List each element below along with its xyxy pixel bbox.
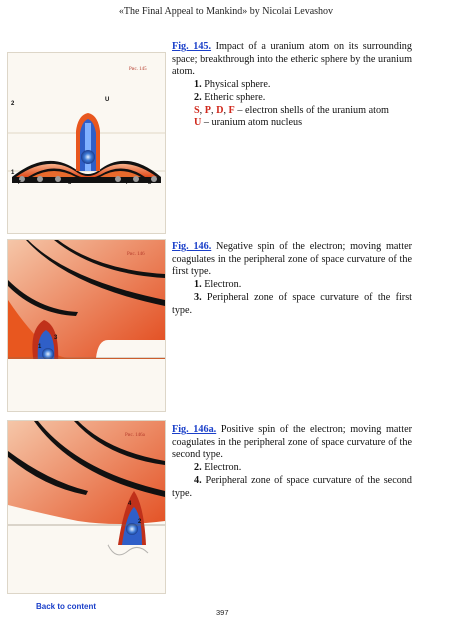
figure-146a-label: Рис. 146а [125,433,145,438]
figure-145-caption: Impact of a uranium atom on its surrounding space; breakthrough into the etheric sphere by the uranium atom. [172,41,412,78]
negative-spin-illustration [8,240,165,411]
figure-146-item: 3. Peripheral zone of space curvature of the first type. [172,291,412,316]
figure-146-link[interactable]: Fig. 146. [172,241,212,252]
figure-145-label: Рис. 145 [129,67,147,72]
figure-146a-caption: Positive spin of the electron; moving matter coagulates in the peripheral zone of space curvature of the second type. [172,424,412,461]
zone-4-mark: 4 [128,501,132,507]
shell-p-mark: P [126,180,130,186]
page-header: «The Final Appeal to Mankind» by Nicolai Levashov [118,6,334,17]
figure-146a-item: 4. Peripheral zone of space curvature of the second type. [172,474,412,499]
back-to-content-link[interactable]: Back to content [36,602,97,611]
figure-145-description [172,41,412,130]
nucleus-u-mark: U [105,97,110,103]
figure-146-item: 1. Electron. [194,279,242,291]
figure-146-label: Рис. 146 [127,252,145,257]
figure-145-item: 2. Etheric sphere. [194,91,266,103]
nucleus-legend: U – uranium atom nucleus [194,117,303,129]
figure-145-image [7,52,166,234]
figure-146-caption: Negative spin of the electron; moving matter coagulates in the peripheral zone of space curvature of the first type. [172,241,412,278]
positive-spin-illustration [8,421,165,593]
figure-146-image [7,239,166,412]
page-number: 397 [216,608,229,617]
figure-145-link[interactable]: Fig. 145. [172,41,212,52]
shell-d-mark: D [148,180,152,186]
figure-146a-image [7,420,166,594]
figure-146a-description [172,424,412,500]
sphere-2-mark: 2 [11,101,15,107]
sphere-1-mark: 1 [11,170,15,176]
figure-146a-link[interactable]: Fig. 146a. [172,424,217,435]
figure-146a-item: 2. Electron. [194,462,242,474]
electron-2-mark: 2 [138,519,142,525]
figure-145-item: 1. Physical sphere. [194,79,271,91]
electron-shells-legend: S, P, D, F – electron shells of the uranium atom [194,104,389,116]
figure-146-description [172,241,412,317]
shell-s-mark: S [68,180,72,186]
shell-f-mark: F [18,180,22,186]
electron-1-mark: 1 [38,344,42,350]
zone-3-mark: 3 [54,335,58,341]
uranium-atom-illustration [8,53,165,233]
